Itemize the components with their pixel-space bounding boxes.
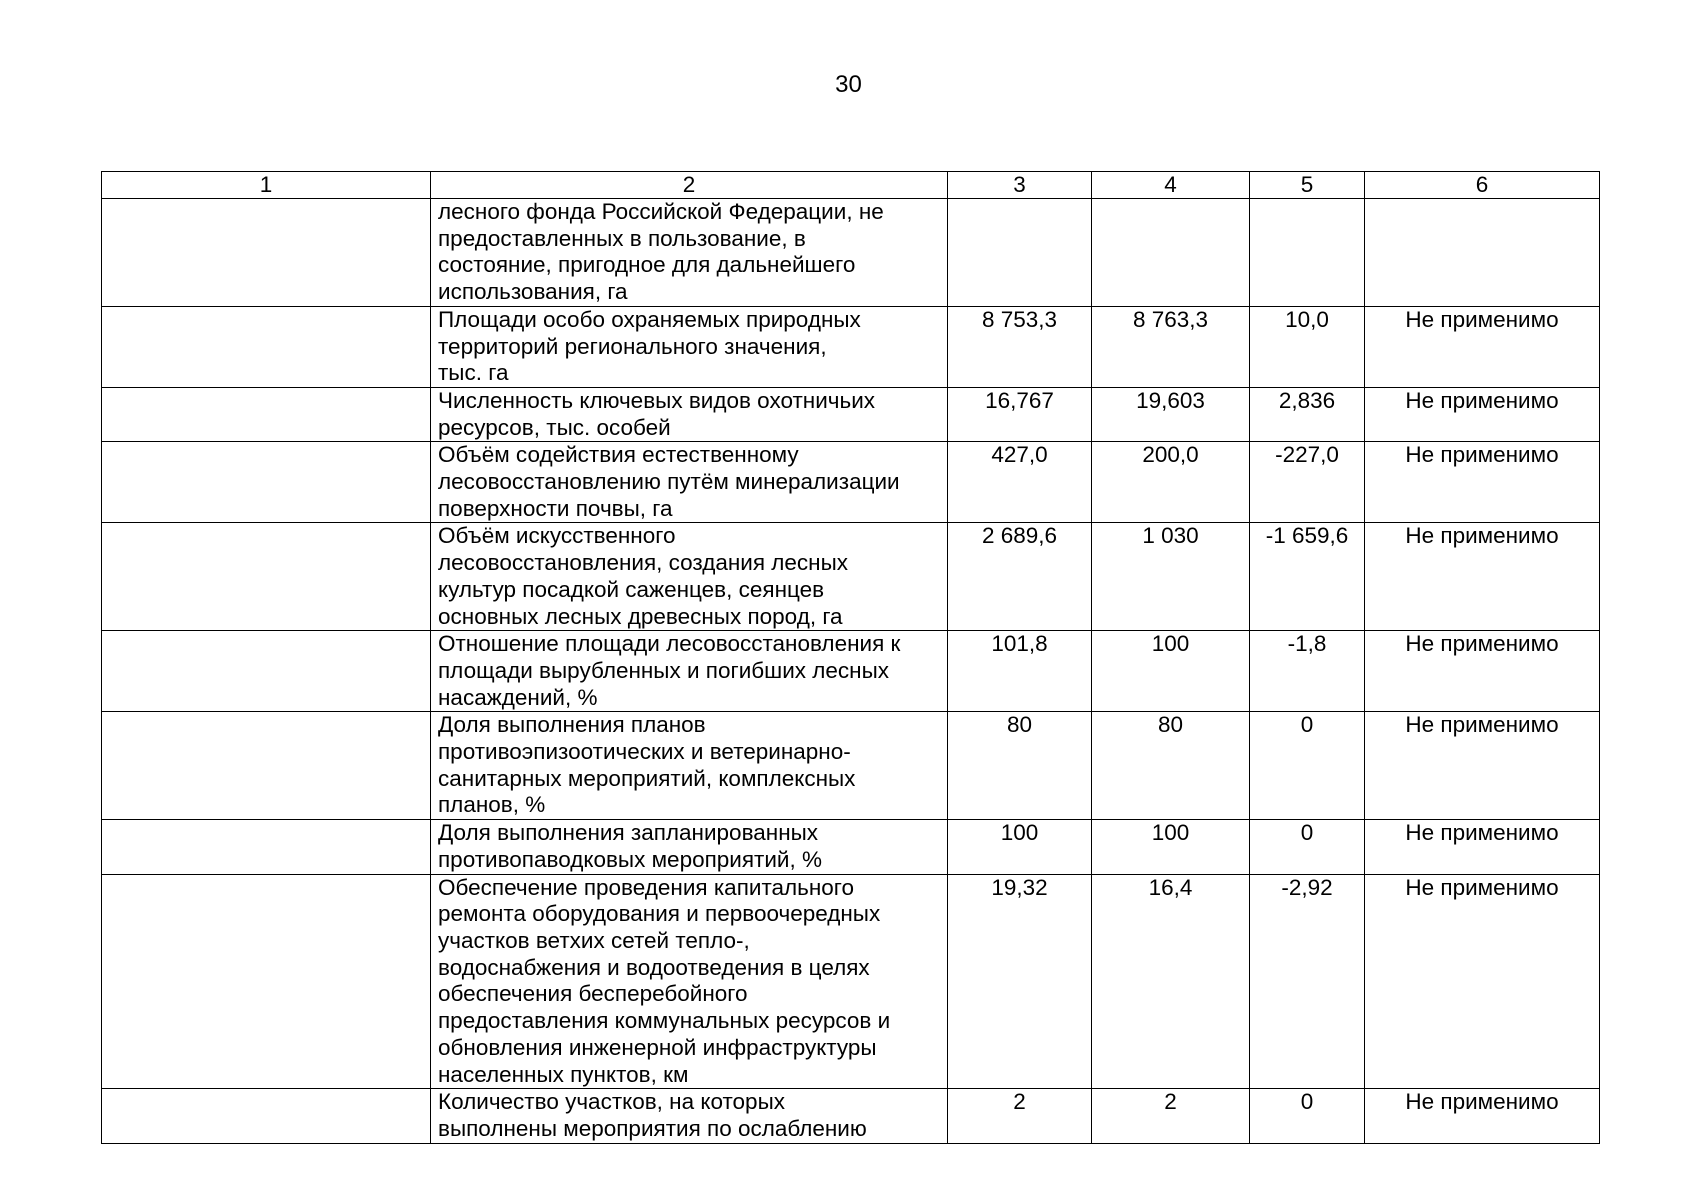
cell-col1 <box>102 712 431 820</box>
column-header-2: 2 <box>431 172 948 199</box>
indicator-name: Доля выполнения запланированных противопаводковых мероприятий, % <box>431 820 948 874</box>
indicator-name: Количество участков, на которых выполнены мероприятия по ослаблению <box>431 1089 948 1143</box>
column-header-5: 5 <box>1250 172 1365 199</box>
header-row <box>102 172 1600 199</box>
cell-col3: 80 <box>948 712 1092 820</box>
cell-col4: 200,0 <box>1092 442 1250 523</box>
cell-col4: 1 030 <box>1092 523 1250 631</box>
table-row <box>102 442 1600 523</box>
cell-col5: 0 <box>1250 1089 1365 1143</box>
cell-col3: 8 753,3 <box>948 306 1092 387</box>
cell-col1 <box>102 199 431 307</box>
indicator-name: Отношение площади лесовосстановления к площади вырубленных и погибших лесных насаждений, % <box>431 631 948 712</box>
cell-col1 <box>102 631 431 712</box>
table-row <box>102 712 1600 820</box>
cell-col6: Не применимо <box>1365 820 1600 874</box>
cell-col6 <box>1365 199 1600 307</box>
cell-col1 <box>102 442 431 523</box>
cell-col5: 0 <box>1250 820 1365 874</box>
cell-col3: 16,767 <box>948 387 1092 441</box>
cell-col6: Не применимо <box>1365 523 1600 631</box>
cell-col5: -1,8 <box>1250 631 1365 712</box>
cell-col4: 2 <box>1092 1089 1250 1143</box>
cell-col1 <box>102 1089 431 1143</box>
cell-col5: -227,0 <box>1250 442 1365 523</box>
cell-col3: 100 <box>948 820 1092 874</box>
cell-col5: 0 <box>1250 712 1365 820</box>
cell-col3: 427,0 <box>948 442 1092 523</box>
cell-col6: Не применимо <box>1365 631 1600 712</box>
cell-col6: Не применимо <box>1365 712 1600 820</box>
column-header-1: 1 <box>102 172 431 199</box>
indicator-name: лесного фонда Российской Федерации, не предоставленных в пользование, в состояние, пригодное для дальнейшего использования, га <box>431 199 948 307</box>
indicator-name: Численность ключевых видов охотничьих ресурсов, тыс. особей <box>431 387 948 441</box>
cell-col1 <box>102 523 431 631</box>
column-header-4: 4 <box>1092 172 1250 199</box>
column-header-6: 6 <box>1365 172 1600 199</box>
indicator-name: Площади особо охраняемых природных территорий регионального значения, тыс. га <box>431 306 948 387</box>
cell-col1 <box>102 306 431 387</box>
table-row <box>102 874 1600 1089</box>
cell-col3 <box>948 199 1092 307</box>
cell-col3: 2 <box>948 1089 1092 1143</box>
cell-col6: Не применимо <box>1365 442 1600 523</box>
indicators-table <box>101 171 1600 1144</box>
table-row <box>102 387 1600 441</box>
cell-col4: 80 <box>1092 712 1250 820</box>
cell-col5: 10,0 <box>1250 306 1365 387</box>
cell-col3: 2 689,6 <box>948 523 1092 631</box>
page-number: 30 <box>835 71 862 98</box>
cell-col5: -2,92 <box>1250 874 1365 1089</box>
cell-col4: 19,603 <box>1092 387 1250 441</box>
cell-col6: Не применимо <box>1365 874 1600 1089</box>
table-row <box>102 1089 1600 1143</box>
table-row <box>102 631 1600 712</box>
indicator-name: Объём искусственного лесовосстановления, создания лесных культур посадкой саженцев, сеянцев основных лесных древесных пород, га <box>431 523 948 631</box>
cell-col1 <box>102 874 431 1089</box>
indicator-name: Объём содействия естественному лесовосстановлению путём минерализации поверхности почвы, га <box>431 442 948 523</box>
table-row <box>102 199 1600 307</box>
cell-col3: 101,8 <box>948 631 1092 712</box>
table-row <box>102 820 1600 874</box>
cell-col5: 2,836 <box>1250 387 1365 441</box>
table-row <box>102 306 1600 387</box>
cell-col6: Не применимо <box>1365 306 1600 387</box>
cell-col4: 100 <box>1092 631 1250 712</box>
cell-col4: 100 <box>1092 820 1250 874</box>
cell-col5 <box>1250 199 1365 307</box>
cell-col6: Не применимо <box>1365 387 1600 441</box>
indicator-name: Доля выполнения планов противоэпизоотических и ветеринарно- санитарных мероприятий, комплексных планов, % <box>431 712 948 820</box>
cell-col4: 16,4 <box>1092 874 1250 1089</box>
cell-col1 <box>102 387 431 441</box>
cell-col4: 8 763,3 <box>1092 306 1250 387</box>
cell-col1 <box>102 820 431 874</box>
cell-col3: 19,32 <box>948 874 1092 1089</box>
cell-col4 <box>1092 199 1250 307</box>
indicator-name: Обеспечение проведения капитального ремонта оборудования и первоочередных участков ветхих сетей тепло-, водоснабжения и водоотведения в целях обеспечения бесперебойного предоставления коммунальных ресурсов и обновления инженерной инфраструктуры населенных пунктов, км <box>431 874 948 1089</box>
cell-col6: Не применимо <box>1365 1089 1600 1143</box>
cell-col5: -1 659,6 <box>1250 523 1365 631</box>
table-row <box>102 523 1600 631</box>
column-header-3: 3 <box>948 172 1092 199</box>
